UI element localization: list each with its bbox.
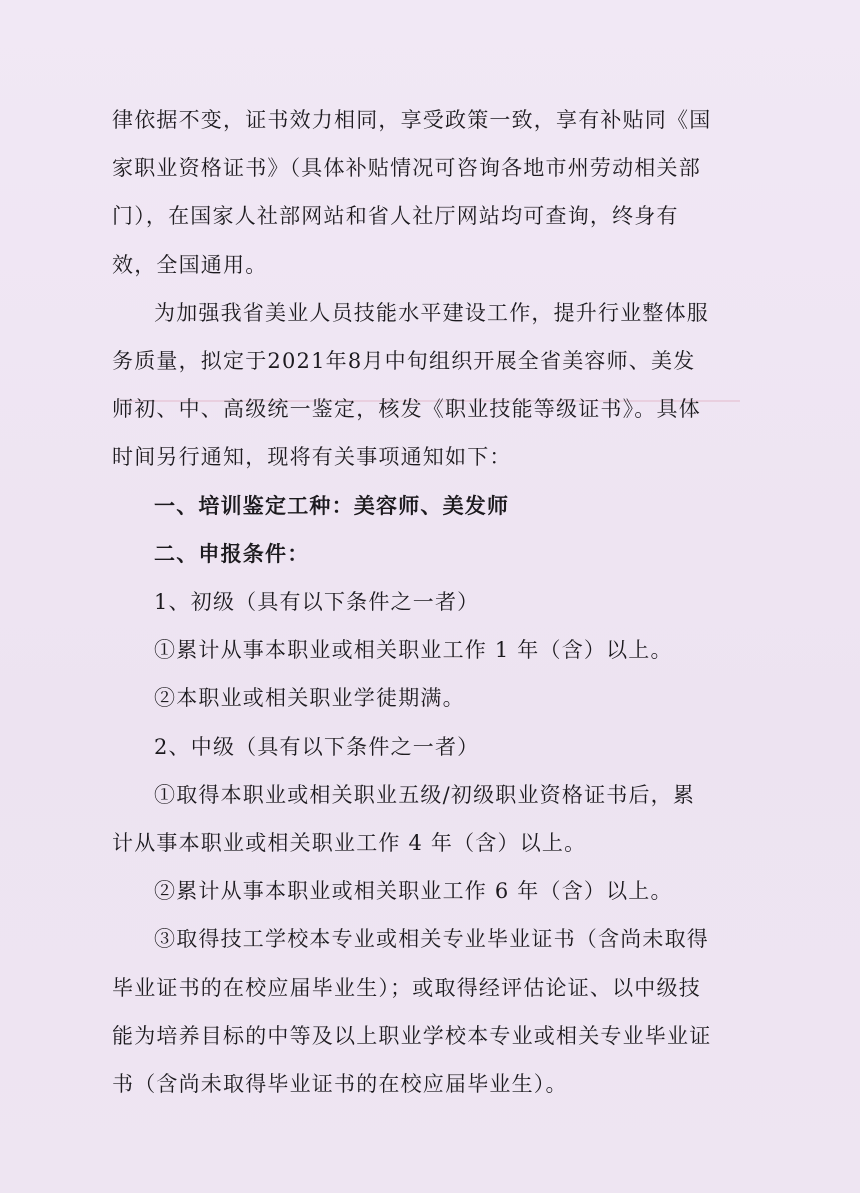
junior-condition-1: ①累计从事本职业或相关职业工作 1 年（含）以上。 xyxy=(154,638,673,663)
intermediate-condition-2: ②累计从事本职业或相关职业工作 6 年（含）以上。 xyxy=(154,879,673,904)
heading-training-types: 一、培训鉴定工种：美容师、美发师 xyxy=(154,492,510,518)
level-junior: 1、初级（具有以下条件之一者） xyxy=(154,590,480,615)
intermediate-condition-3: ③取得技工学校本专业或相关专业毕业证书（含尚未取得毕业证书的在校应届毕业生）；或取得经评估论证、以中级技能为培养目标的中等及以上职业学校本专业或相关专业毕业证书（含尚未取得毕业证书的在校应届毕业生）。 xyxy=(112,927,712,1097)
document-body xyxy=(112,96,712,1108)
level-intermediate: 2、中级（具有以下条件之一者） xyxy=(154,734,480,759)
intermediate-condition-1: ①取得本职业或相关职业五级/初级职业资格证书后，累计从事本职业或相关职业工作 4 年（含）以上。 xyxy=(112,782,696,856)
heading-requirements: 二、申报条件： xyxy=(154,540,310,566)
paragraph-2: 为加强我省美业人员技能水平建设工作，提升行业整体服务质量，拟定于2021年8月中旬组织开展全省美容师、美发师初、中、高级统一鉴定，核发《职业技能等级证书》。具体时间另行通知，现将有关事项通知如下： xyxy=(112,300,709,470)
paragraph-1: 律依据不变，证书效力相同，享受政策一致，享有补贴同《国家职业资格证书》（具体补贴情况可咨询各地市州劳动相关部门），在国家人社部网站和省人社厅网站均可查询，终身有效，全国通用。 xyxy=(112,108,712,277)
junior-condition-2: ②本职业或相关职业学徒期满。 xyxy=(154,686,465,711)
